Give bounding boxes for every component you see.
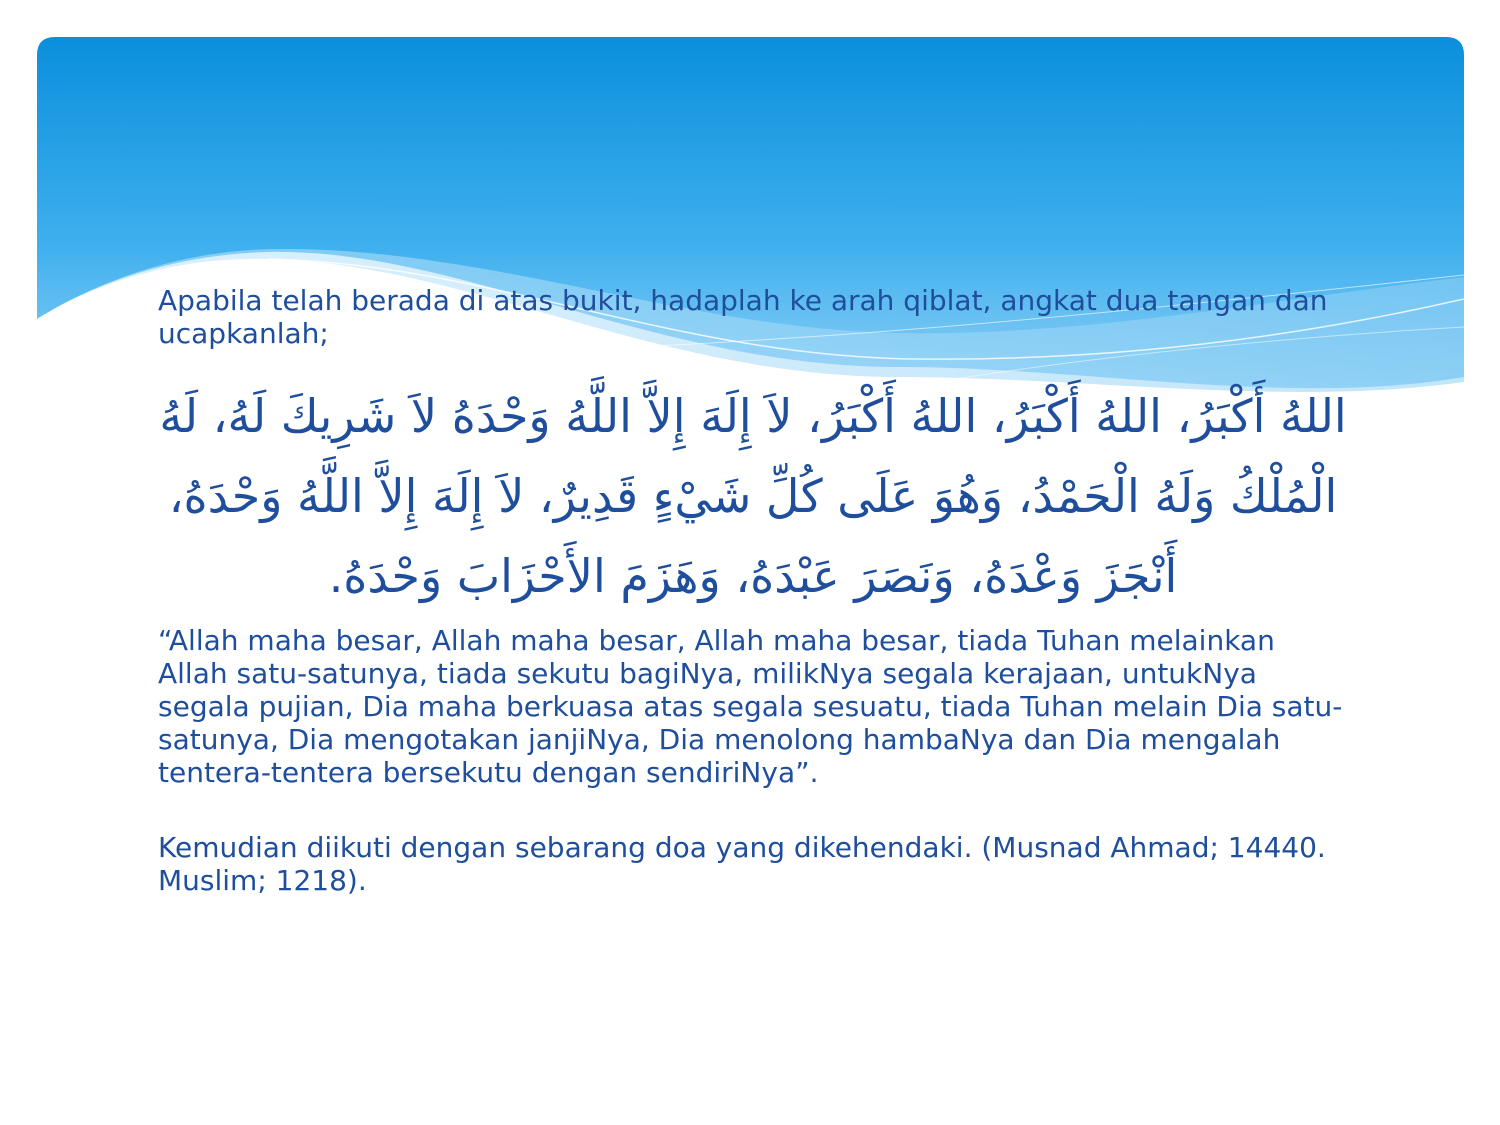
arabic-prayer-text: اللهُ أَكْبَرُ، اللهُ أَكْبَرُ، اللهُ أَكْبَرُ، لاَ إِلَهَ إِلاَّ اللَّهُ وَحْدَهُ لاَ شَرِيكَ لَهُ، لَهُ الْمُلْكُ وَلَهُ الْحَمْدُ، وَهُوَ عَلَى كُلِّ شَيْءٍ قَدِيرٌ، لاَ إِلَهَ إِلاَّ اللَّهُ وَحْدَهُ، أَنْجَزَ وَعْدَهُ، وَنَصَرَ عَبْدَهُ، وَهَزَمَ الأَحْزَابَ وَحْدَهُ. — [159, 389, 1347, 603]
intro-text: Apabila telah berada di atas bukit, hadaplah ke arah qiblat, angkat dua tangan dan ucapkanlah; — [158, 284, 1328, 350]
translation-text: “Allah maha besar, Allah maha besar, Allah maha besar, tiada Tuhan melainkan Allah satu-satunya, tiada sekutu bagiNya, milikNya segala kerajaan, untukNya segala pujian, Dia maha berkuasa atas segala sesuatu, tiada Tuhan melain Dia satu-satunya, Dia mengotakan janjiNya, Dia menolong hambaNya dan Dia mengalah tentera-tentera bersekutu dengan sendiriNya”. — [158, 624, 1343, 789]
slide-content — [158, 284, 1348, 897]
closing-text: Kemudian diikuti dengan sebarang doa yang dikehendaki. (Musnad Ahmad; 14440. Muslim; 1218). — [158, 831, 1326, 897]
